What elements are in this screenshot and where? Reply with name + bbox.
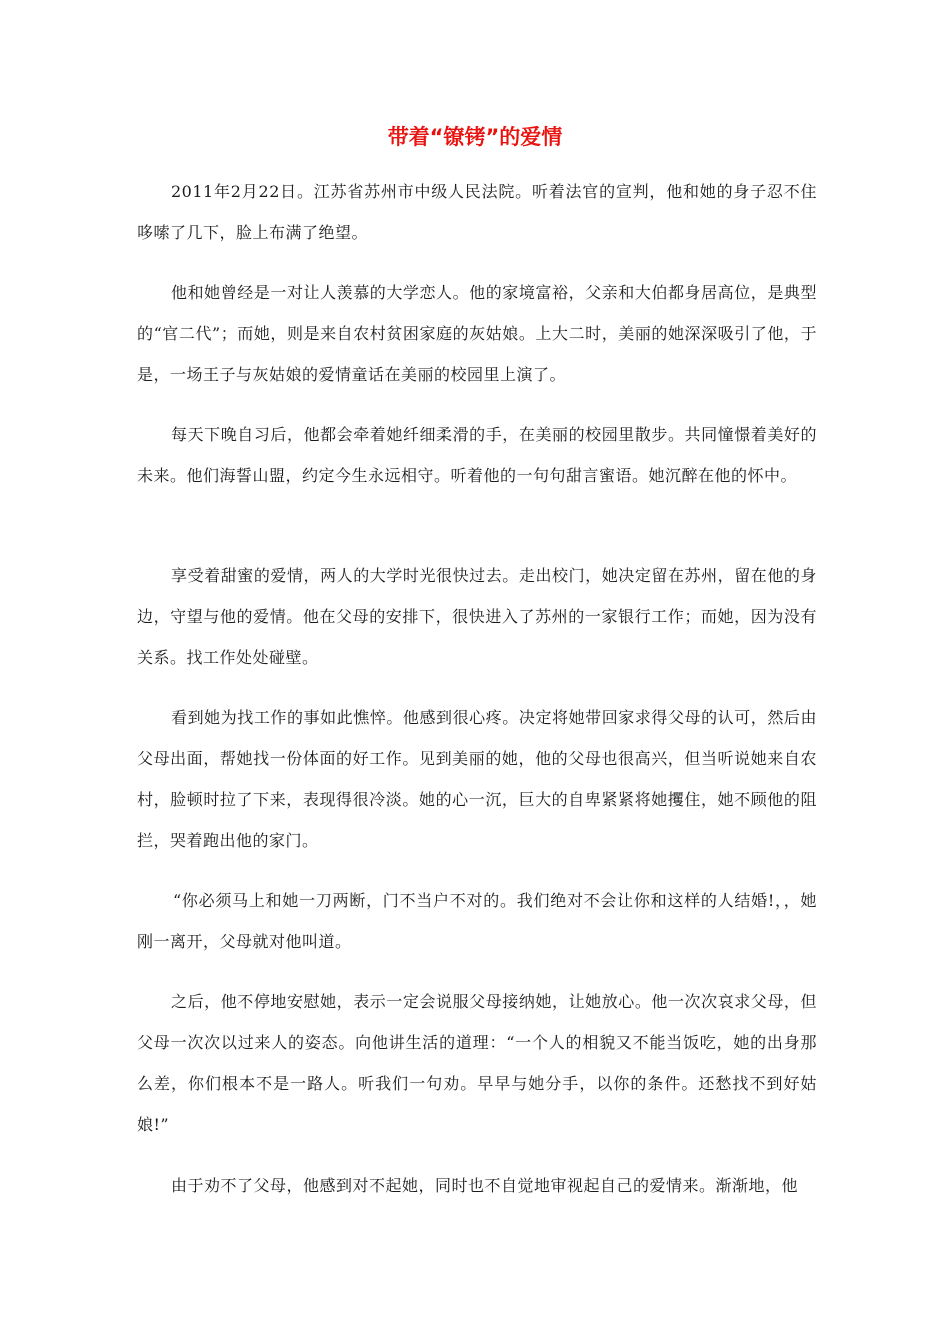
paragraph-5: 看到她为找工作的事如此憔悴。他感到很心疼。决定将她带回家求得父母的认可，然后由父母出面，帮她找一份体面的好工作。见到美丽的她，他的父母也很高兴，但当听说她来自农村，脸顿时拉了下来，表现得很冷淡。她的心一沉，巨大的自卑紧紧将她攫住，她不顾他的阻拦，哭着跑出他的家门。 <box>137 708 817 850</box>
paragraph-8: 由于劝不了父母，他感到对不起她，同时也不自觉地审视起自己的爱情来。渐渐地，他 <box>171 1176 799 1195</box>
article-title: 带着“镣铐”的爱情 <box>387 125 563 149</box>
paragraph-4: 享受着甜蜜的爱情，两人的大学时光很快过去。走出校门，她决定留在苏州，留在他的身边，守望与他的爱情。他在父母的安排下，很快进入了苏州的一家银行工作；而她，因为没有关系。找工作处处碰壁。 <box>137 566 817 667</box>
paragraph-7: 之后，他不停地安慰她，表示一定会说服父母接纳她，让她放心。他一次次哀求父母，但父母一次次以过来人的姿态。向他讲生活的道理：“一个人的相貌又不能当饭吃，她的出身那么差，你们根本不是一路人。听我们一句劝。早早与她分手，以你的条件。还愁找不到好姑娘!” <box>137 992 817 1134</box>
paragraph-6: “你必须马上和她一刀两断，门不当户不对的。我们绝对不会让你和这样的人结婚!，，她刚一离开，父母就对他叫道。 <box>137 891 817 951</box>
paragraph-2: 他和她曾经是一对让人羡慕的大学恋人。他的家境富裕，父亲和大伯都身居高位，是典型的“官二代”；而她，则是来自农村贫困家庭的灰姑娘。上大二时，美丽的她深深吸引了他，于是，一场王子与灰姑娘的爱情童话在美丽的校园里上演了。 <box>137 283 817 384</box>
paragraph-3: 每天下晚自习后，他都会牵着她纤细柔滑的手，在美丽的校园里散步。共同憧憬着美好的未来。他们海誓山盟，约定今生永远相守。听着他的一句句甜言蜜语。她沉醉在他的怀中。 <box>137 425 817 485</box>
paragraph-1: 2011年2月22日。江苏省苏州市中级人民法院。听着法官的宣判，他和她的身子忍不住哆嗦了几下，脸上布满了绝望。 <box>137 182 817 242</box>
